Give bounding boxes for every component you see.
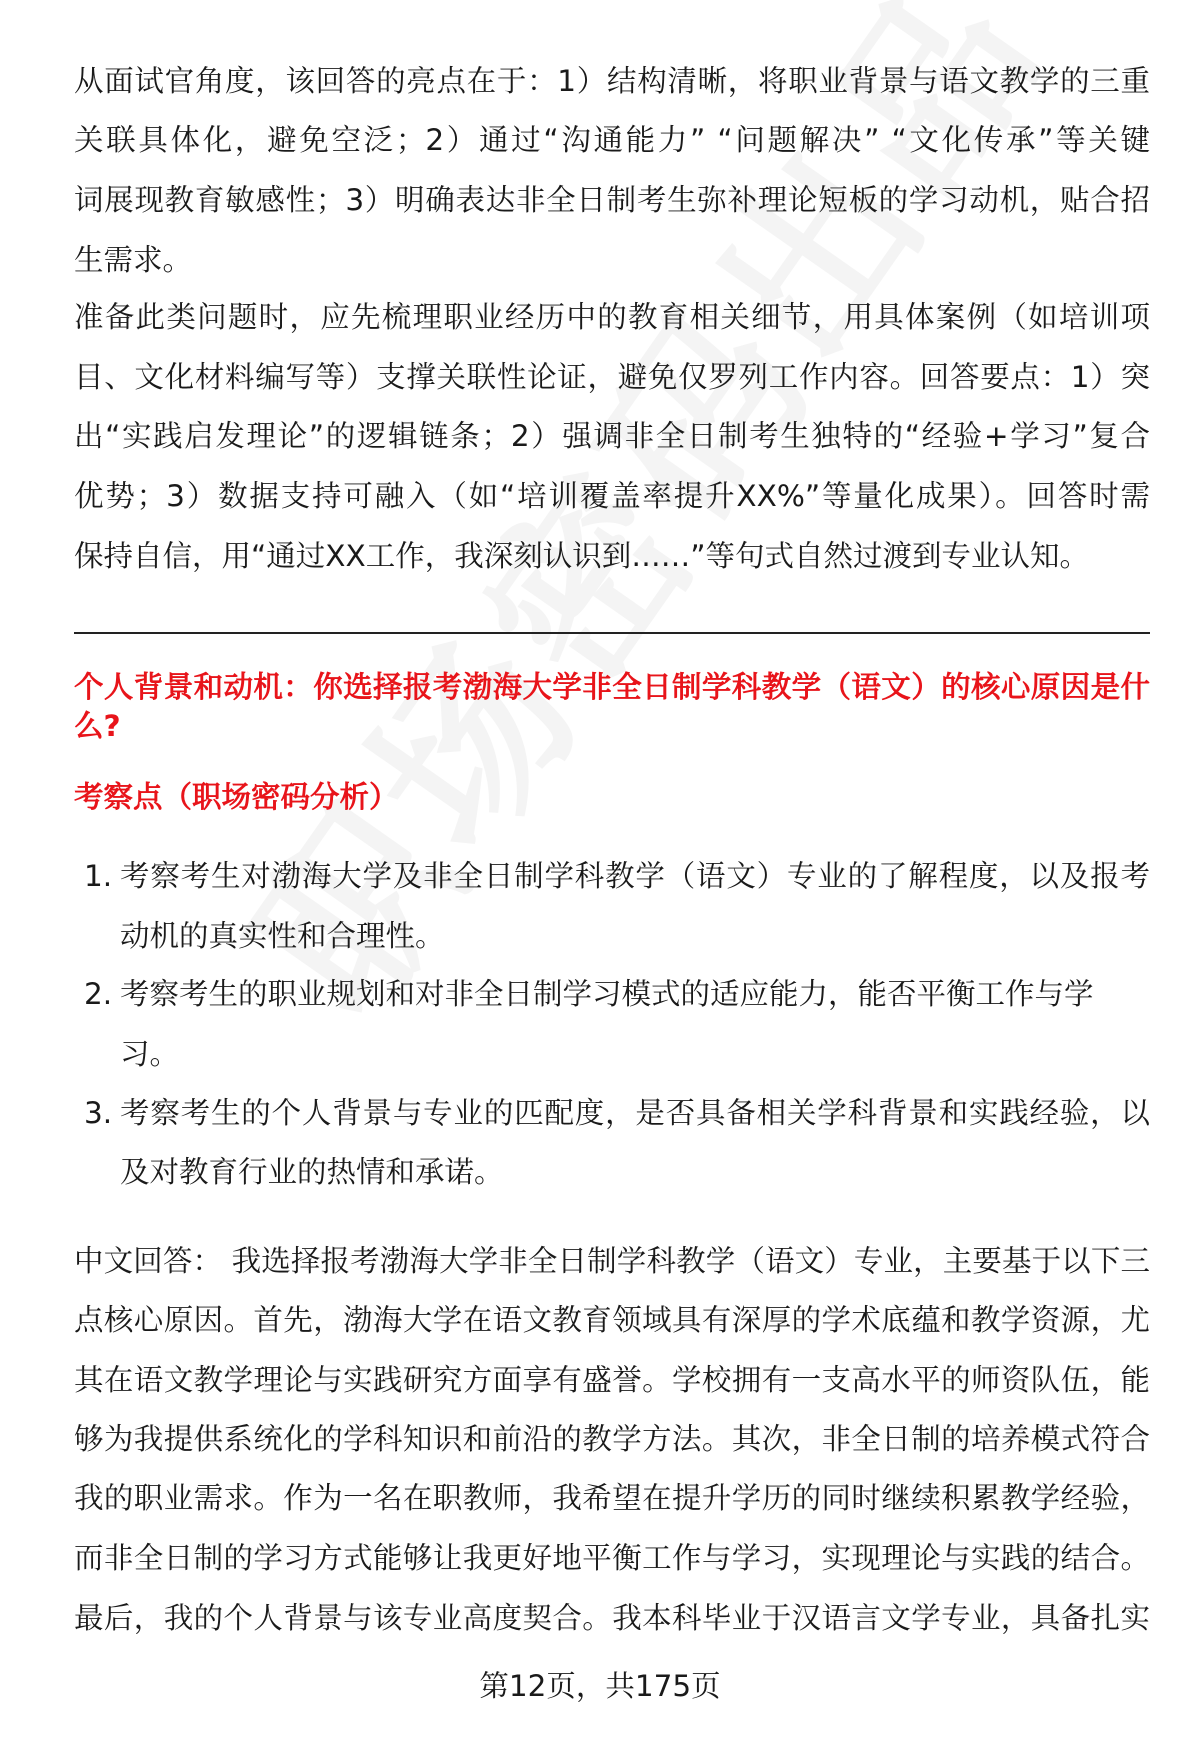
text-line: 动机的真实性和合理性。	[120, 919, 445, 953]
section-divider	[74, 632, 1150, 634]
text-line: 习。	[120, 1037, 180, 1071]
text-line: 考察考生的个人背景与专业的匹配度，是否具备相关学科背景和实践经验，以	[120, 1096, 1150, 1130]
page-number: 第12页，共175页	[479, 1669, 721, 1703]
list-number: 2.	[84, 977, 113, 1011]
text-line: 而非全日制的学习方式能够让我更好地平衡工作与学习，实现理论与实践的结合。	[74, 1541, 1150, 1575]
text-line: 最后，我的个人背景与该专业高度契合。我本科毕业于汉语言文学专业，具备扎实	[74, 1601, 1150, 1635]
text-line: 优势；3）数据支持可融入（如“培训覆盖率提升XX%”等量化成果）。回答时需	[74, 479, 1150, 513]
text-line: 关联具体化，避免空泛；2）通过“沟通能力” “问题解决” “文化传承”等关键	[74, 123, 1150, 157]
text-line: 其在语文教学理论与实践研究方面享有盛誉。学校拥有一支高水平的师资队伍，能	[74, 1363, 1150, 1397]
text-line: 我的职业需求。作为一名在职教师，我希望在提升学历的同时继续积累教学经验，	[74, 1481, 1150, 1515]
heading-line: 个人背景和动机：你选择报考渤海大学非全日制学科教学（语文）的核心原因是什	[74, 670, 1150, 704]
text-line: 考察考生对渤海大学及非全日制学科教学（语文）专业的了解程度，以及报考	[120, 859, 1150, 893]
text-line: 够为我提供系统化的学科知识和前沿的教学方法。其次，非全日制的培养模式符合	[74, 1422, 1150, 1456]
text-line: 点核心原因。首先，渤海大学在语文教育领域具有深厚的学术底蕴和教学资源，尤	[74, 1303, 1150, 1337]
text-line: 保持自信，用“通过XX工作，我深刻认识到……”等句式自然过渡到专业认知。	[74, 539, 1089, 573]
text-line: 从面试官角度，该回答的亮点在于：1）结构清晰，将职业背景与语文教学的三重	[74, 64, 1150, 98]
text-line: 词展现教育敏感性；3）明确表达非全日制考生弥补理论短板的学习动机，贴合招	[74, 183, 1150, 217]
subheading: 考察点（职场密码分析）	[74, 780, 399, 814]
text-line: 中文回答： 我选择报考渤海大学非全日制学科教学（语文）专业，主要基于以下三	[74, 1244, 1150, 1278]
text-line: 出“实践启发理论”的逻辑链条；2）强调非全日制考生独特的“经验+学习”复合	[74, 419, 1150, 453]
list-number: 3.	[84, 1096, 113, 1130]
text-line: 准备此类问题时，应先梳理职业经历中的教育相关细节，用具体案例（如培训项	[74, 300, 1150, 334]
list-number: 1.	[84, 859, 113, 893]
text-line: 生需求。	[74, 243, 193, 277]
text-line: 目、文化材料编写等）支撑关联性论证，避免仅罗列工作内容。回答要点：1）突	[74, 360, 1150, 394]
heading-line: 么?	[74, 709, 121, 743]
text-line: 考察考生的职业规划和对非全日制学习模式的适应能力，能否平衡工作与学	[120, 977, 1094, 1011]
text-line: 及对教育行业的热情和承诺。	[120, 1155, 504, 1189]
